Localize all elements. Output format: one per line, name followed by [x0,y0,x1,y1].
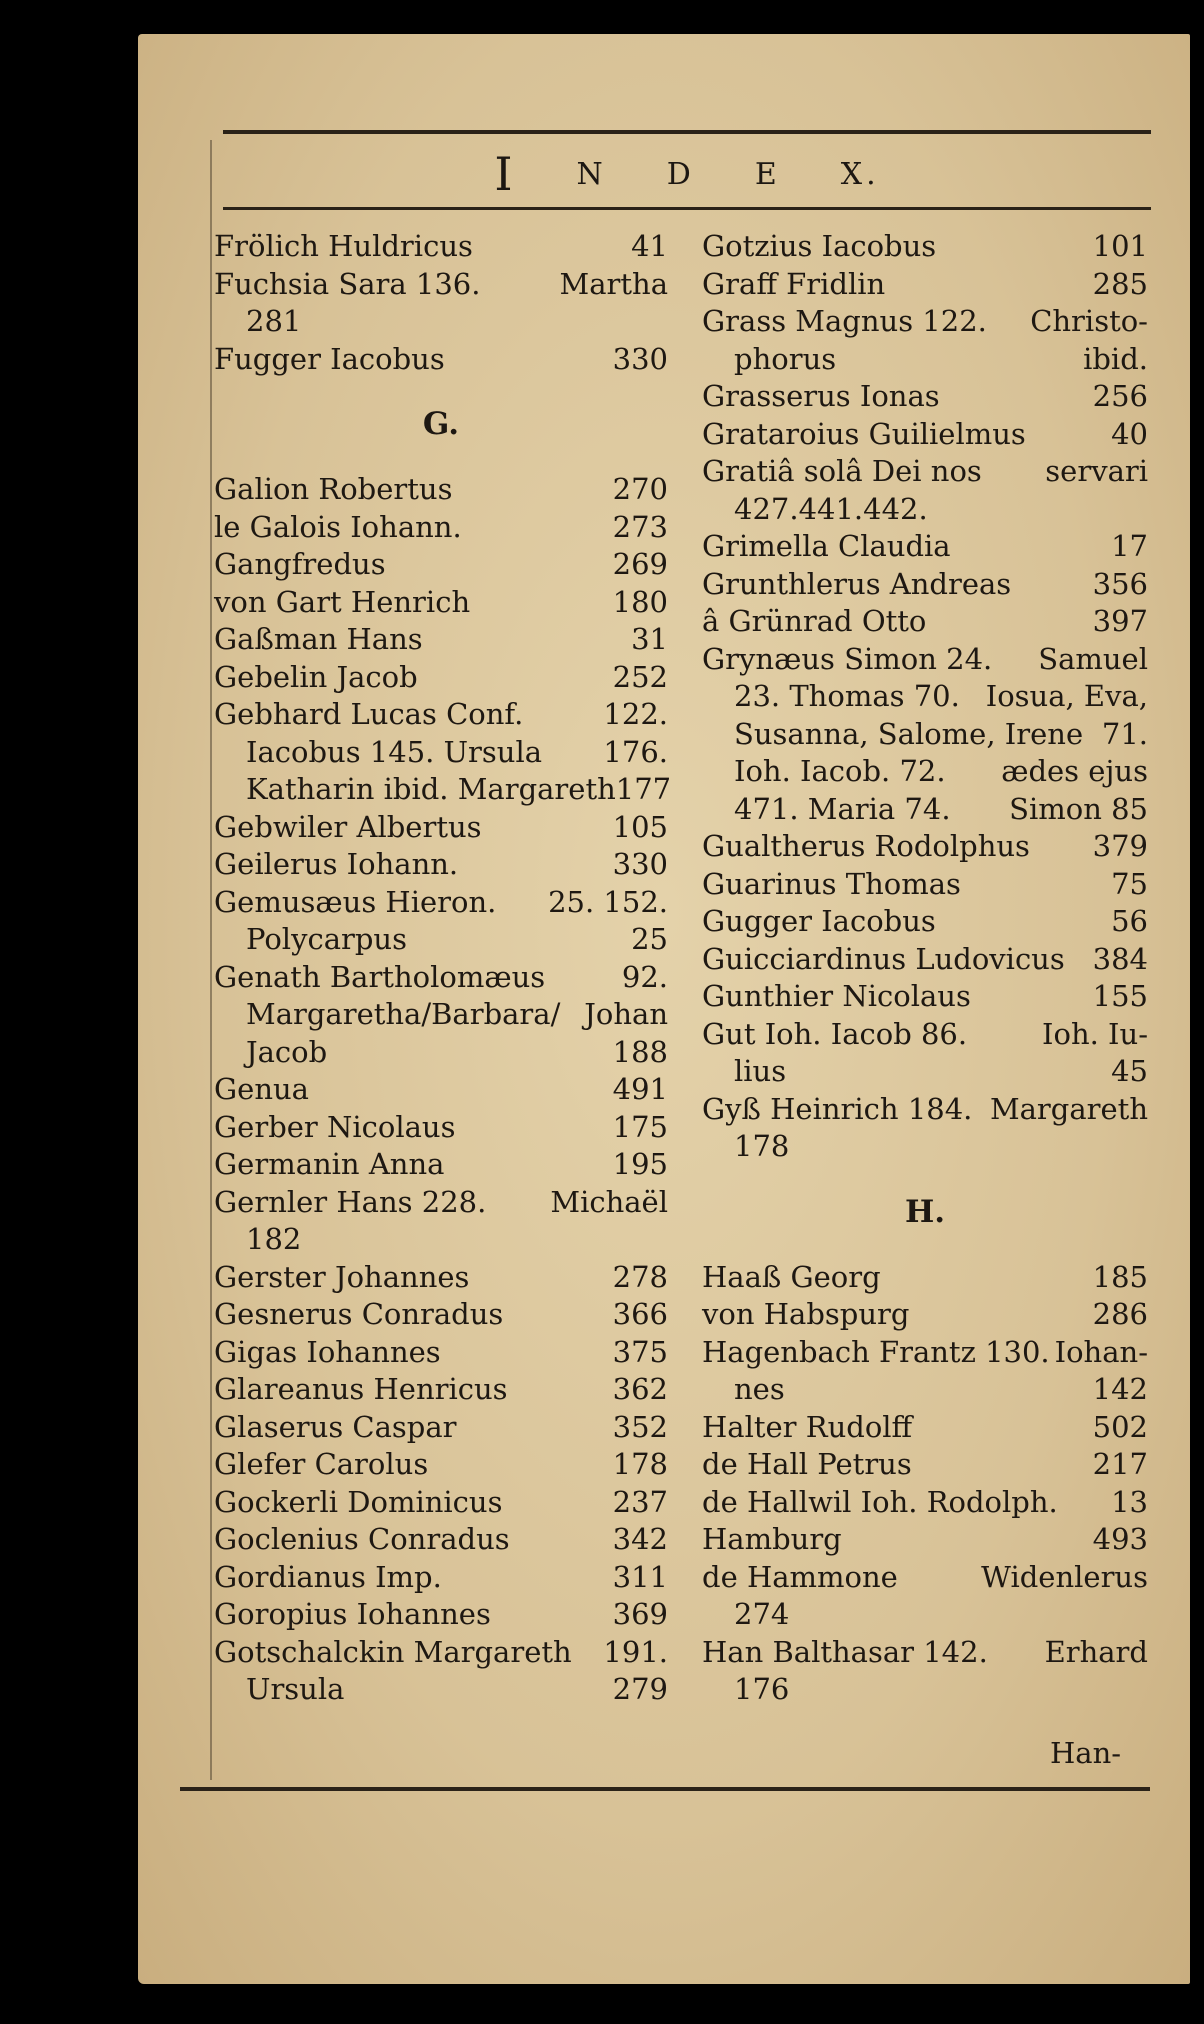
index-entry [702,1671,1148,1709]
entry-name: 23. Thomas 70. [734,679,960,713]
entry-page: 56 [1111,904,1148,938]
entry-page: 330 [612,847,668,881]
entry-name: de Hallwil Ioh. Rodolph. [702,1484,1058,1519]
entry-page: 195 [612,1147,668,1181]
index-entry [702,378,1148,416]
index-entry [214,696,668,734]
index-entry [214,584,668,622]
entry-name: Fuchsia Sara 136. [214,266,481,301]
index-entry [702,341,1148,379]
index-entry [214,1634,668,1672]
index-entry [702,1484,1148,1522]
entry-name: Gaßman Hans [214,622,423,656]
entry-name: Han Balthasar 142. [702,1634,988,1669]
index-entry [214,1296,668,1334]
index-entry [214,1446,668,1484]
entry-page: 92. [621,959,668,994]
index-entry [702,603,1148,641]
entry-page: Erhard [1044,1634,1148,1669]
entry-page: Margareth [989,1091,1148,1126]
index-entry [214,996,668,1034]
index-entry [214,1071,668,1109]
entry-name: Glefer Carolus [214,1447,429,1481]
entry-name: Gernler Hans 228. [214,1184,487,1219]
index-entry [214,1109,668,1147]
index-entry [214,509,668,547]
entry-page: 191. [603,1634,668,1669]
entry-name: 281 [246,304,302,338]
index-entry [702,266,1148,304]
index-entry [702,491,1148,529]
index-entry [702,303,1148,341]
header-rule [223,207,1151,210]
entry-name: Gerster Johannes [214,1259,470,1294]
index-column-right [702,228,1148,1709]
entry-name: Grass Magnus 122. [702,304,987,338]
entry-page: Samuel [1038,641,1148,676]
entry-page: Martha [559,266,668,301]
section-letter: G. [422,406,460,442]
index-entry [214,471,668,509]
entry-name: 471. Maria 74. [734,791,951,826]
entry-page: Johan [584,997,668,1031]
entry-name: Gordianus Imp. [214,1559,442,1594]
entry-name: 182 [246,1222,302,1256]
entry-name: Gemusæus Hieron. [214,884,497,919]
entry-name: phorus [734,341,837,376]
entry-page: 31 [631,622,668,656]
entry-page: 41 [631,229,668,263]
entry-page: 366 [612,1297,668,1331]
entry-page: 142 [1092,1372,1148,1406]
entry-name: Gratiâ solâ Dei nos [702,454,982,488]
index-entry [214,846,668,884]
entry-name: Hagenbach Frantz 130. [702,1334,1050,1369]
index-entry [702,528,1148,566]
top-rule [223,130,1151,134]
entry-page: 397 [1092,604,1148,638]
index-entry [214,341,668,379]
index-entry [214,1409,668,1447]
index-entry [702,903,1148,941]
entry-name: von Gart Henrich [214,584,471,619]
entry-page: 311 [612,1559,668,1594]
entry-page: 278 [612,1259,668,1294]
entry-name: Gut Ioh. Iacob 86. [702,1016,968,1051]
index-entry [702,1334,1148,1372]
entry-page: 237 [612,1484,668,1519]
entry-page: 362 [612,1372,668,1406]
index-entry [214,959,668,997]
index-entry [214,1371,668,1409]
entry-page: Michaël [550,1184,668,1219]
entry-page: 356 [1092,566,1148,601]
entry-name: Ursula [246,1672,345,1706]
index-column-left [214,228,672,1709]
entry-page: 71. [1101,716,1148,751]
entry-page: 493 [1092,1522,1148,1556]
entry-page: 101 [1092,229,1148,263]
header-letter: N [576,156,607,192]
index-entry [214,1146,668,1184]
entry-name: Iacobus 145. Ursula [246,734,543,769]
index-entry [702,716,1148,754]
entry-name: Gebwiler Albertus [214,809,482,844]
entry-name: Susanna, Salome, Irene [734,716,1084,751]
section-letter: H. [904,1193,946,1230]
entry-name: Guarinus Thomas [702,866,961,901]
entry-page: 273 [612,509,668,544]
entry-name: Gunthier Nicolaus [702,979,971,1013]
entry-name: Jacob [246,1034,328,1069]
index-entry [702,453,1148,491]
entry-name: Frölich Huldricus [214,229,473,263]
index-entry [702,1446,1148,1484]
index-entry [702,1053,1148,1091]
index-entry [214,1671,668,1709]
index-entry [702,828,1148,866]
page-header [223,146,1151,202]
index-entry [214,734,668,772]
entry-page: 217 [1092,1447,1148,1481]
entry-name: Graff Fridlin [702,266,886,301]
index-entry [702,1596,1148,1634]
entry-name: Gebhard Lucas Conf. [214,697,524,731]
index-entry [214,621,668,659]
entry-name: Polycarpus [246,922,407,956]
entry-page: 352 [612,1409,668,1444]
header-letter: D [666,156,695,192]
index-entry [214,546,668,584]
entry-name: Hamburg [702,1522,842,1556]
entry-page: 175 [612,1109,668,1144]
index-entry [214,303,668,341]
entry-name: Margaretha/Barbara/ [246,997,561,1031]
index-entry [702,1259,1148,1297]
index-entry [214,1596,668,1634]
entry-page: servari [1045,454,1148,488]
entry-page: Widenlerus [981,1559,1148,1594]
entry-page: 180 [612,584,668,619]
entry-page: 13 [1111,1484,1148,1519]
entry-page: 45 [1111,1054,1148,1088]
entry-name: Glareanus Henricus [214,1372,508,1406]
entry-name: nes [734,1372,785,1406]
entry-name: Fugger Iacobus [214,341,445,376]
entry-page: Ioh. Iu- [1042,1016,1148,1051]
entry-name: Goclenius Conradus [214,1522,510,1556]
index-entry [702,228,1148,266]
index-entry [702,1128,1148,1166]
entry-page: Christo- [1030,304,1148,338]
entry-name: Grataroius Guilielmus [702,416,1026,451]
margin-line [210,140,212,1780]
entry-name: Grynæus Simon 24. [702,641,993,676]
entry-page: 185 [1092,1259,1148,1294]
entry-page: 502 [1092,1409,1148,1444]
entry-name: Ioh. Iacob. 72. [734,754,946,788]
header-letter: E [754,156,781,192]
index-entry [214,1521,668,1559]
index-entry [702,641,1148,679]
entry-name: Genath Bartholomæus [214,959,546,994]
entry-page: 177 [615,772,672,806]
entry-page: 491 [612,1072,668,1106]
entry-page: Iosua, Eva, [985,679,1148,713]
index-entry [214,1034,668,1072]
index-entry [214,266,668,304]
entry-name: Gesnerus Conradus [214,1297,504,1331]
entry-name: Gangfredus [214,547,386,581]
entry-page: 155 [1092,979,1148,1013]
index-entry [702,941,1148,979]
entry-page: 40 [1111,416,1148,451]
index-entry [214,1484,668,1522]
entry-page: 105 [612,809,668,844]
entry-name: Genua [214,1072,309,1106]
entry-page: 285 [1092,266,1148,301]
entry-page: 17 [1111,529,1148,563]
entry-page: 270 [612,472,668,506]
entry-page: 369 [612,1597,668,1631]
entry-name: Gigas Iohannes [214,1334,441,1369]
entry-name: Goropius Iohannes [214,1597,491,1631]
entry-page: ibid. [1083,341,1148,376]
entry-name: Glaserus Caspar [214,1409,457,1444]
entry-page: 286 [1092,1297,1148,1331]
index-entry [702,416,1148,454]
index-entry [214,228,668,266]
entry-page: ædes ejus [1001,754,1148,788]
entry-name: Gualtherus Rodolphus [702,829,1030,863]
entry-page: 122. [603,697,668,731]
entry-page: 252 [612,659,668,694]
entry-name: Grimella Claudia [702,529,951,563]
index-entry [214,1559,668,1597]
entry-page: 178 [612,1447,668,1481]
entry-page: 256 [1092,379,1148,413]
index-entry [702,978,1148,1016]
index-entry [702,678,1148,716]
entry-name: Germanin Anna [214,1147,445,1181]
entry-page: Iohan- [1054,1334,1148,1369]
index-entry [214,1334,668,1372]
catchword: Han- [1050,1736,1122,1770]
bottom-rule [180,1787,1150,1791]
index-entry [214,1221,668,1259]
entry-page: 188 [612,1034,668,1069]
entry-page: 25 [631,922,668,956]
entry-page: 342 [612,1522,668,1556]
index-entry [702,566,1148,604]
index-entry [702,866,1148,904]
entry-name: Grunthlerus Andreas [702,566,1012,601]
index-entry [702,1634,1148,1672]
entry-name: Gyß Heinrich 184. [702,1091,973,1126]
index-entry [702,1521,1148,1559]
entry-name: 274 [734,1597,790,1631]
entry-name: Gugger Iacobus [702,904,936,938]
entry-name: â Grünrad Otto [702,604,927,638]
header-letter: I [494,147,517,201]
entry-name: Guicciardinus Ludovicus [702,941,1065,976]
index-entry [214,659,668,697]
entry-name: le Galois Iohann. [214,509,462,544]
index-entry [214,921,668,959]
index-entry [702,1016,1148,1054]
index-entry [214,884,668,922]
entry-name: Gerber Nicolaus [214,1109,456,1144]
index-entry [214,1259,668,1297]
index-entry [702,753,1148,791]
entry-page: 176. [603,734,668,769]
entry-name: 427.441.442. [734,491,928,526]
entry-name: Grasserus Ionas [702,379,940,413]
entry-page: 330 [612,341,668,376]
entry-page: 384 [1092,941,1148,976]
entry-name: 178 [734,1129,790,1163]
entry-name: Katharin ibid. Margareth [246,772,616,806]
entry-name: Geilerus Iohann. [214,847,459,881]
entry-name: de Hammone [702,1559,898,1594]
entry-name: 176 [734,1672,790,1706]
index-entry [702,791,1148,829]
entry-page: 379 [1092,829,1148,863]
entry-page: 25. 152. [548,884,668,919]
index-entry [214,771,672,809]
index-entry [702,1091,1148,1129]
entry-name: Gotschalckin Margareth [214,1634,572,1669]
entry-page: 269 [612,547,668,581]
index-entry [702,1296,1148,1334]
entry-name: Haaß Georg [702,1259,881,1294]
index-entry [702,1371,1148,1409]
entry-name: von Habspurg [702,1297,910,1331]
entry-name: Galion Robertus [214,472,453,506]
index-entry [702,1559,1148,1597]
entry-page: 279 [612,1672,668,1706]
entry-page: Simon 85 [1009,791,1148,826]
header-letter: X. [840,156,880,192]
entry-name: Gebelin Jacob [214,659,418,694]
entry-page: 375 [612,1334,668,1369]
entry-name: Gotzius Iacobus [702,229,937,263]
entry-page: 75 [1111,866,1148,901]
entry-name: Halter Rudolff [702,1409,913,1444]
entry-name: lius [734,1054,787,1088]
index-entry [214,1184,668,1222]
entry-name: Gockerli Dominicus [214,1484,503,1519]
index-entry [702,1409,1148,1447]
entry-name: de Hall Petrus [702,1447,912,1481]
index-entry [214,809,668,847]
